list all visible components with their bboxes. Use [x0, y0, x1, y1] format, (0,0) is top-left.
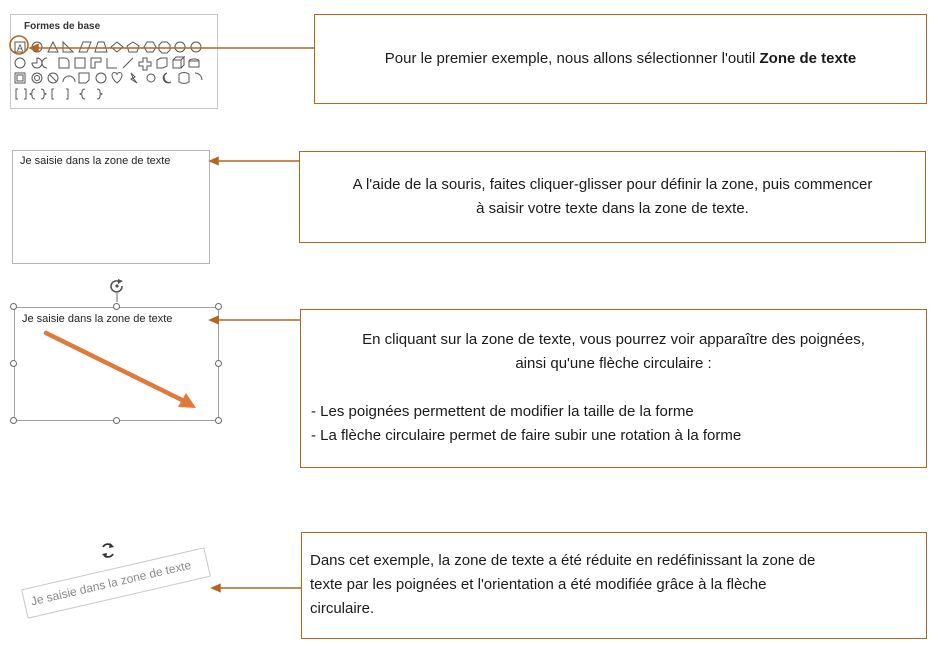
pie-shape-icon[interactable] [32, 58, 42, 68]
callout-4-line-3: circulaire. [310, 600, 375, 617]
arc-shape-icon[interactable] [195, 73, 202, 80]
drawn-text-box[interactable] [12, 150, 210, 264]
callout-3-line-1: En cliquant sur la zone de texte, vous pourrez voir apparaître des poignées, [362, 331, 865, 348]
donut-shape-icon[interactable] [32, 73, 42, 83]
callout-3-line-2: ainsi qu'une flèche circulaire : [515, 355, 712, 372]
moon-shape-icon[interactable] [163, 73, 171, 83]
callout-4-line-2: texte par les poignées et l'orientation a été modifiée grâce à la flèche [310, 576, 767, 593]
resize-handle-bottom-right[interactable] [215, 417, 222, 424]
resize-handle-middle-right[interactable] [215, 360, 222, 367]
diamond-shape-icon[interactable] [111, 42, 123, 52]
right-triangle-shape-icon[interactable] [63, 42, 73, 52]
text-box-shape-icon[interactable] [15, 42, 25, 53]
smiley-face-shape-icon[interactable] [96, 73, 106, 83]
right-brace-shape-icon[interactable] [97, 89, 102, 99]
selected-text-box[interactable] [14, 307, 219, 421]
drawn-text-box-content: Je saisie dans la zone de texte [20, 155, 171, 167]
sun-shape-icon[interactable] [147, 74, 155, 82]
resize-handle-bottom-left[interactable] [10, 417, 17, 424]
can-shape-icon[interactable] [189, 59, 199, 67]
callout-2-line-1: A l'aide de la souris, faites cliquer-glisser pour définir la zone, puis commencer [352, 176, 873, 193]
heptagon-shape-icon[interactable] [159, 42, 170, 53]
shapes-grid [11, 15, 219, 110]
shapes-gallery-panel [10, 14, 218, 109]
resize-handle-bottom-center[interactable] [113, 417, 120, 424]
frame-shape-icon[interactable] [75, 58, 85, 68]
callout-3-bullet-2: - La flèche circulaire permet de faire subir une rotation à la forme [311, 427, 742, 444]
callout-3-bullet-1: - Les poignées permettent de modifier la taille de la forme [311, 403, 694, 420]
rotated-text-box-content: Je saisie dans la zone de texte [29, 557, 193, 609]
selected-text-box-content: Je saisie dans la zone de texte [22, 313, 173, 325]
text-box-shape-label: A [17, 43, 24, 53]
text-box-tool-name: Zone de texte [759, 50, 857, 67]
decagon-shape-icon[interactable] [175, 42, 185, 52]
double-brace-shape-icon[interactable] [30, 89, 46, 99]
callout-select-text-box-tool [314, 14, 927, 104]
rotation-handle-icon[interactable] [111, 279, 123, 302]
oval-shape-icon[interactable] [32, 42, 42, 52]
left-bracket-shape-icon[interactable] [52, 89, 54, 99]
lightning-bolt-shape-icon[interactable] [131, 73, 137, 83]
dodecagon-shape-icon[interactable] [191, 42, 201, 52]
rotated-text-box[interactable] [21, 547, 211, 619]
chord-shape-icon[interactable] [42, 58, 47, 68]
plaque-shape-icon[interactable] [157, 58, 167, 68]
teardrop-shape-icon[interactable] [59, 58, 69, 68]
connector-arrowhead-2 [210, 158, 218, 165]
callout-handles-explanation [300, 309, 927, 468]
connector-arrowhead-4 [212, 585, 220, 592]
diagonal-stripe-shape-icon[interactable] [123, 58, 133, 68]
callout-1-text: Pour le premier exemple, nous allons sélectionner l'outil Zone de texte [384, 50, 857, 67]
callout-drag-to-define [299, 151, 926, 243]
trapezoid-shape-icon[interactable] [95, 42, 107, 52]
cube-shape-icon[interactable] [173, 57, 184, 68]
circle-number-shape-icon[interactable] [15, 58, 25, 68]
resize-handle-top-right[interactable] [215, 303, 222, 310]
block-arc-shape-icon[interactable] [63, 76, 75, 82]
half-frame-shape-icon[interactable] [91, 58, 101, 68]
left-brace-shape-icon[interactable] [80, 89, 85, 99]
cross-shape-icon[interactable] [139, 58, 151, 70]
callout-4-line-1: Dans cet exemple, la zone de texte a été réduite en redéfinissant la zone de [310, 552, 816, 569]
parallelogram-shape-icon[interactable] [79, 42, 91, 52]
resize-handle-top-left[interactable] [10, 303, 17, 310]
rotation-cursor-icon [102, 543, 114, 558]
hexagon-shape-icon[interactable] [144, 42, 156, 52]
callout-2-line-2: à saisir votre texte dans la zone de texte. [476, 200, 749, 217]
right-bracket-shape-icon[interactable] [66, 89, 68, 99]
cloud-shape-icon[interactable] [179, 73, 189, 84]
double-bracket-shape-icon[interactable] [16, 89, 26, 99]
callout-rotated-example [301, 532, 927, 639]
shapes-gallery-title: Formes de base [24, 21, 101, 32]
pentagon-shape-icon[interactable] [127, 42, 139, 52]
heart-shape-icon[interactable] [112, 73, 122, 84]
folded-corner-shape-icon[interactable] [79, 73, 89, 83]
resize-handle-middle-left[interactable] [10, 360, 17, 367]
triangle-shape-icon[interactable] [48, 42, 58, 52]
l-shape-icon[interactable] [107, 58, 117, 68]
resize-handle-top-center[interactable] [113, 303, 120, 310]
